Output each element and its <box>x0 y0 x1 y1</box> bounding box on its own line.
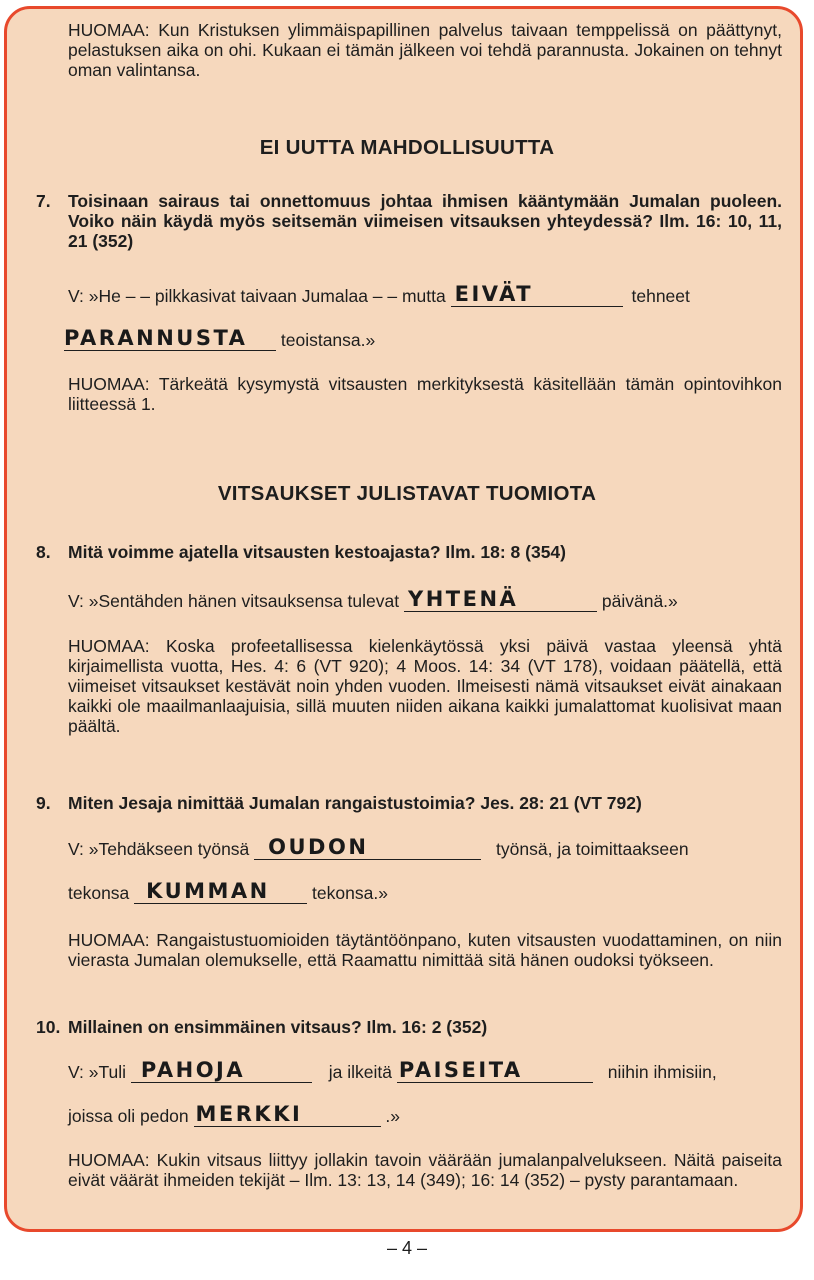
answer-text: päivänä.» <box>601 591 678 611</box>
question-number: 10. <box>36 1017 61 1037</box>
answer-text: tekonsa.» <box>312 883 388 903</box>
note: HUOMAA: Rangaistustuomioiden täytäntöönpano, kuten vitsausten vuodattaminen, on niin vierasta Jumalan olemukselle, että Raamattu nimittää sitä hänen oudoksi työkseen. <box>68 930 782 970</box>
answer-blank[interactable] <box>451 282 623 307</box>
question-number: 8. <box>36 542 51 562</box>
answer-line <box>64 326 782 351</box>
question-text: Millainen on ensimmäinen vitsaus? Ilm. 16: 2 (352) <box>68 1017 488 1037</box>
question-text: Toisinaan sairaus tai onnettomuus johtaa ihmisen kääntymään Jumalan puoleen. Voiko näin käydä myös seitsemän viimeisen vitsauksen yhteydessä? Ilm. 16: 10, 11, 21 (352) <box>68 191 782 251</box>
question-number: 9. <box>36 793 51 813</box>
answer-text: teoistansa.» <box>280 330 376 350</box>
question-8 <box>36 542 782 562</box>
answer-text: työnsä, ja toimittaakseen <box>496 839 689 859</box>
answer-blank[interactable] <box>131 1058 312 1083</box>
section-heading-1: EI UUTTA MAHDOLLISUUTTA <box>259 136 555 159</box>
answer-line <box>68 587 782 612</box>
page-number: – 4 – <box>386 1238 428 1258</box>
question-7 <box>36 191 782 251</box>
question-10 <box>36 1017 782 1037</box>
note: HUOMAA: Koska profeetallisessa kielenkäytössä yksi päivä vastaa yleensä yhtä kirjaimellista vuotta, Hes. 4: 6 (VT 920); 4 Moos. 14: 34 (VT 178), voidaan päätellä, että viimeiset vitsaukset kestävät noin yhden vuoden. Ilmeisesti nämä vitsaukset eivät ainakaan kaikki ole maailmanlaajuisia, sillä muuten niiden aikana kaikki jumalattomat kuolisivat maan päältä. <box>68 636 782 736</box>
handwritten-answer: PAHOJA <box>140 1058 246 1082</box>
answer-text: niihin ihmisiin, <box>607 1062 717 1082</box>
question-number: 7. <box>36 191 51 211</box>
question-9 <box>36 793 782 813</box>
question-text: Miten Jesaja nimittää Jumalan rangaistustoimia? Jes. 28: 21 (VT 792) <box>68 793 642 813</box>
answer-blank[interactable] <box>64 326 276 351</box>
answer-blank[interactable] <box>194 1102 381 1127</box>
content-panel <box>4 6 803 1232</box>
answer-blank[interactable] <box>254 835 481 860</box>
answer-line <box>68 1058 782 1083</box>
answer-line <box>68 282 782 307</box>
section-heading-2: VITSAUKSET JULISTAVAT TUOMIOTA <box>217 482 597 505</box>
answer-blank[interactable] <box>397 1058 593 1083</box>
note: HUOMAA: Tärkeätä kysymystä vitsausten merkityksestä käsitellään tämän opintovihkon liitteessä 1. <box>68 374 782 414</box>
handwritten-answer: YHTENÄ <box>408 587 519 611</box>
answer-line <box>68 835 782 860</box>
answer-text: V: »He – – pilkkasivat taivaan Jumalaa – – mutta <box>68 286 446 306</box>
answer-text: tehneet <box>631 286 690 306</box>
handwritten-answer: MERKKI <box>195 1102 303 1126</box>
answer-blank[interactable] <box>134 879 307 904</box>
answer-text: V: »Tehdäkseen työnsä <box>68 839 250 859</box>
note: HUOMAA: Kukin vitsaus liittyy jollakin tavoin väärään jumalanpalvelukseen. Näitä paiseita eivät väärät ihmeiden tekijät – Ilm. 13: 13, 14 (349); 16: 14 (352) – pysty parantamaan. <box>68 1150 782 1190</box>
answer-text: tekonsa <box>68 883 130 903</box>
answer-line <box>68 879 782 904</box>
answer-text: joissa oli pedon <box>68 1106 189 1126</box>
handwritten-answer: OUDON <box>268 835 369 859</box>
note-top: HUOMAA: Kun Kristuksen ylimmäispapillinen palvelus taivaan temppelissä on päättynyt, pelastuksen aika on ohi. Kukaan ei tämän jälkeen voi tehdä parannusta. Jokainen on tehnyt oman valintansa. <box>68 20 782 80</box>
handwritten-answer: PAISEITA <box>398 1058 523 1082</box>
answer-text: V: »Sentähden hänen vitsauksensa tulevat <box>68 591 400 611</box>
answer-text: V: »Tuli <box>68 1062 127 1082</box>
handwritten-answer: EIVÄT <box>454 282 534 306</box>
answer-blank[interactable] <box>404 587 597 612</box>
answer-text: ja ilkeitä <box>328 1062 393 1082</box>
handwritten-answer: PARANNUSTA <box>64 326 248 350</box>
answer-text: .» <box>385 1106 400 1126</box>
answer-line <box>68 1102 782 1127</box>
handwritten-answer: KUMMAN <box>146 879 270 903</box>
question-text: Mitä voimme ajatella vitsausten kestoajasta? Ilm. 18: 8 (354) <box>68 542 566 562</box>
